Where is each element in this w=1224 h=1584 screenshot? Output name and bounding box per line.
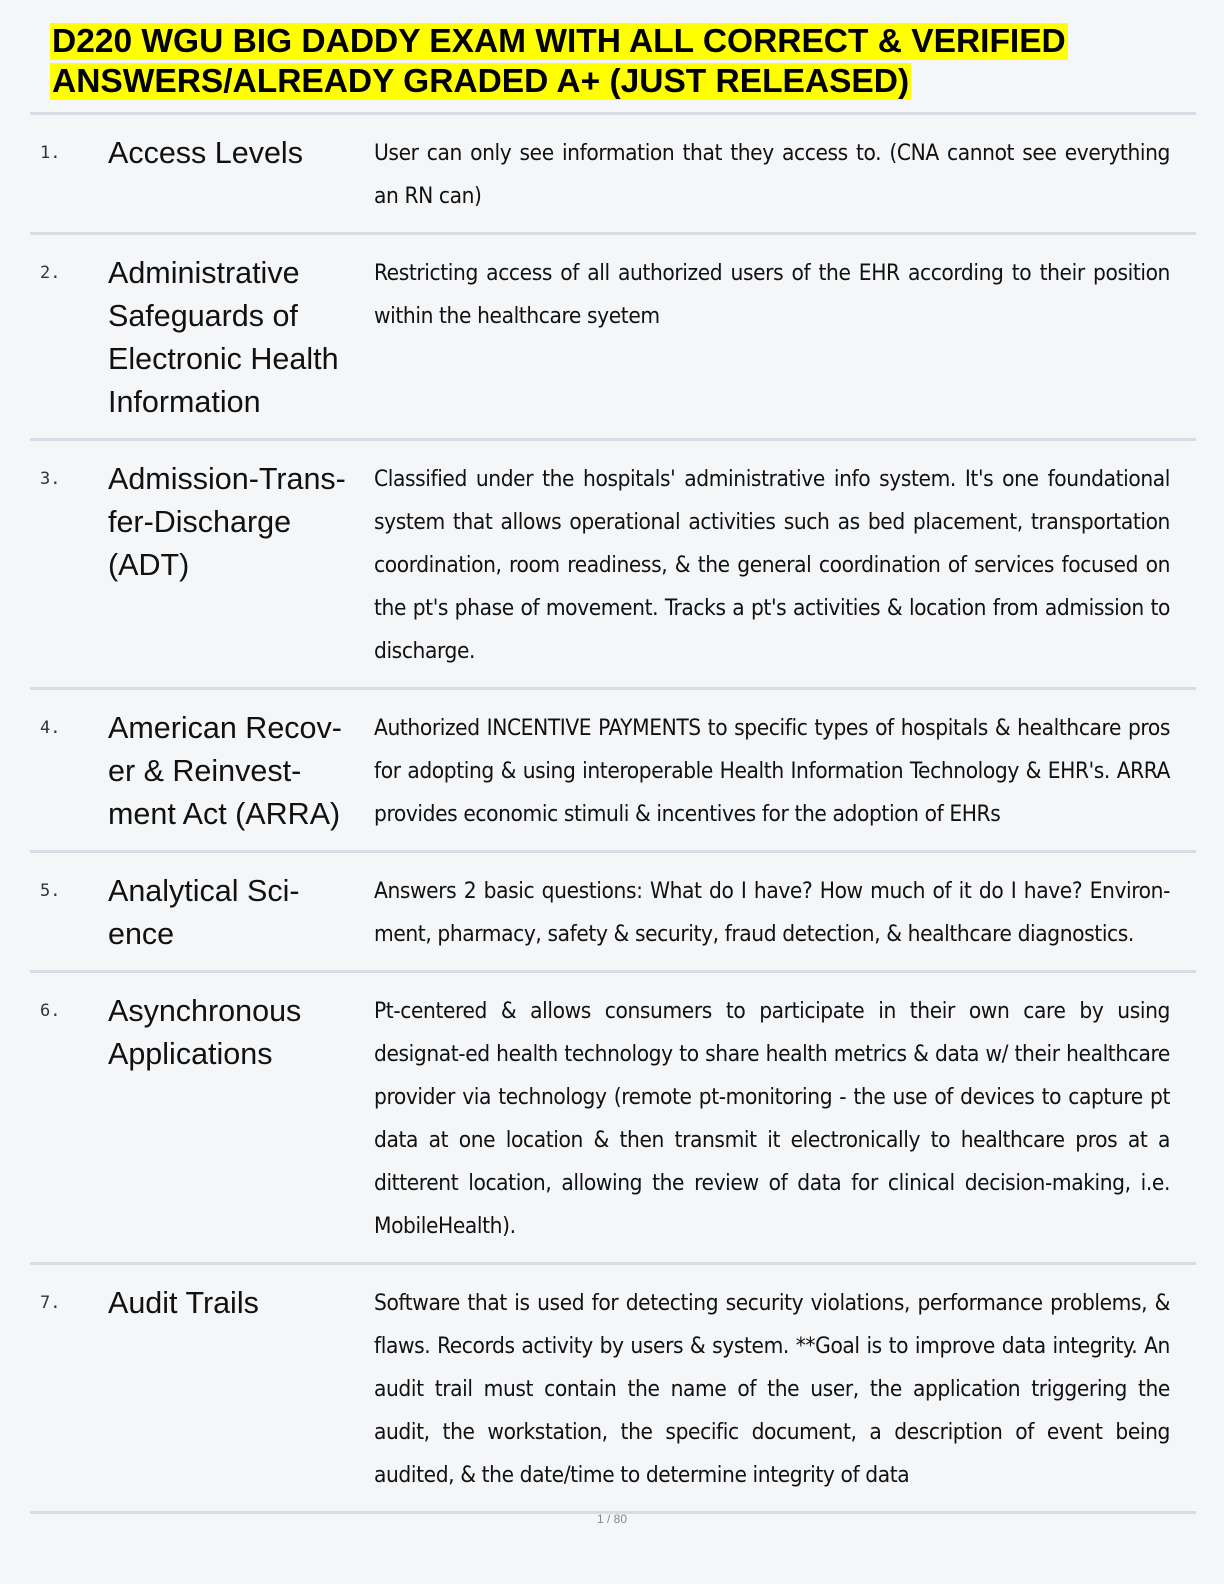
term-row [30, 441, 1196, 690]
term-number: 4. [40, 718, 61, 738]
term-name: Administrative Safeguards of Electronic Health Information [108, 256, 339, 419]
page-title-text: D220 WGU BIG DADDY EXAM WITH ALL CORRECT & VERIFIED ANSWERS/ALREADY GRADED A+ (JUST RELEASED) [52, 23, 1066, 100]
term-name: Admission-Trans-fer-Discharge (ADT) [108, 462, 346, 582]
term-definition: Answers 2 basic questions: What do I have? How much of it do I have? Environ-ment, pharmacy, safety & security, fraud detection, & healthcare diagnostics. [374, 878, 1170, 947]
term-definition: Classified under the hospitals' administrative info system. It's one foundational system that allows operational activities such as bed placement, transportation coordination, room readiness, & the general coordination of services focused on the pt's phase of movement. Tracks a pt's activities & location from admission to discharge. [374, 466, 1170, 664]
term-number: 1. [40, 143, 61, 163]
term-number: 7. [40, 1293, 61, 1313]
term-list [30, 112, 1196, 1514]
term-definition: User can only see information that they access to. (CNA cannot see everything an RN can) [374, 140, 1170, 209]
term-definition: Authorized INCENTIVE PAYMENTS to specific types of hospitals & healthcare pros for adopting & using interoperable Health Information Technology & EHR's. ARRA provides economic stimuli & incentives for the adoption of EHRs [374, 715, 1170, 827]
term-definition: Pt-centered & allows consumers to participate in their own care by using designat-ed health technology to share health metrics & data w/ their healthcare provider via technology (remote pt-monitoring - the use of devices to capture pt data at one location & then transmit it electronically to healthcare pros at a ditterent location, allowing the review of data for clinical decision-making, i.e. MobileHealth). [374, 998, 1170, 1239]
term-row [30, 973, 1196, 1265]
term-row [30, 853, 1196, 973]
term-number: 6. [40, 1001, 61, 1021]
term-name: Access Levels [108, 136, 303, 170]
page-number: 1 / 80 [596, 1512, 628, 1526]
term-definition: Software that is used for detecting security violations, performance problems, & flaws. Records activity by users & system. **Goal is to improve data integrity. An audit trail must contain the name of the user, the application triggering the audit, the workstation, the specific document, a description of event being audited, & the date/time to determine integrity of data [374, 1290, 1170, 1488]
term-definition: Restricting access of all authorized users of the EHR according to their position within the healthcare syetem [374, 260, 1170, 329]
term-number: 2. [40, 263, 61, 283]
term-row [30, 235, 1196, 441]
term-row [30, 1265, 1196, 1514]
page-title [50, 22, 1190, 102]
term-name: Analytical Sci-ence [108, 874, 300, 951]
term-number: 5. [40, 881, 61, 901]
term-row [30, 115, 1196, 235]
term-name: Audit Trails [108, 1286, 259, 1320]
term-name: Asynchronous Applications [108, 994, 302, 1071]
term-name: American Recov-er & Reinvest-ment Act (ARRA) [108, 711, 342, 831]
term-row [30, 690, 1196, 853]
term-number: 3. [40, 469, 61, 489]
